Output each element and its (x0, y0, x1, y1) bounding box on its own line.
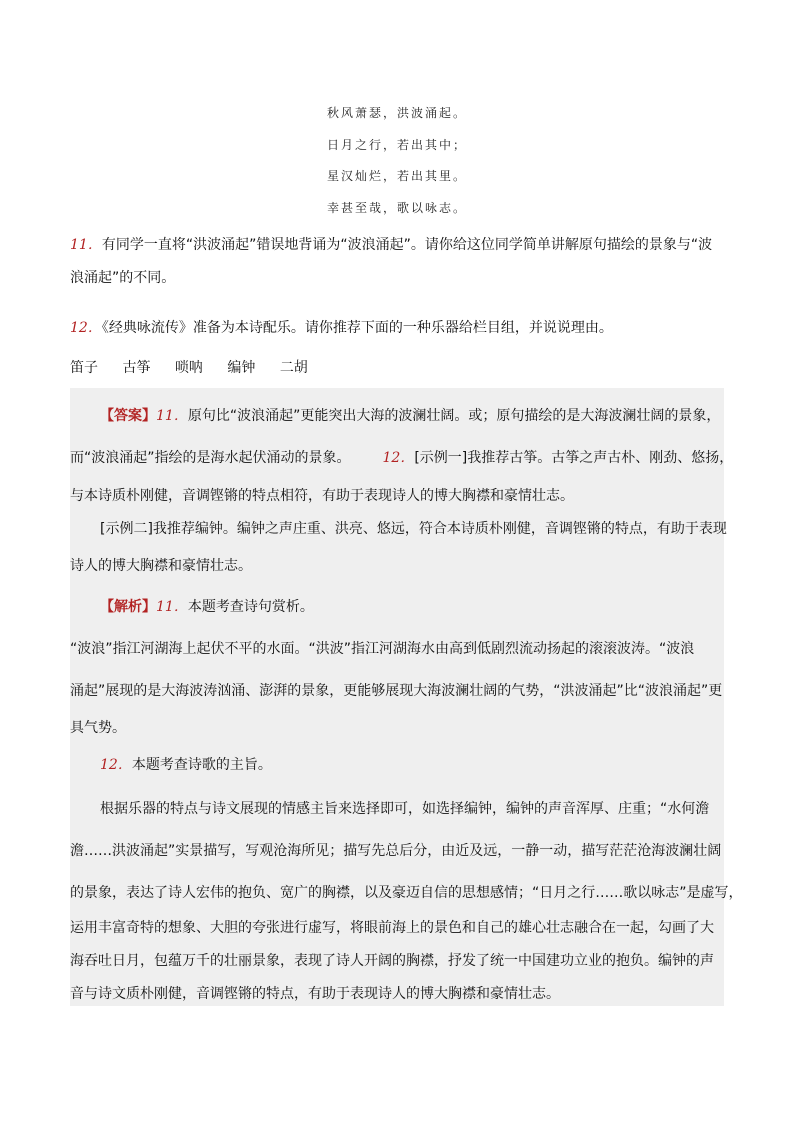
instrument-4: 编钟 (227, 360, 256, 376)
analysis-tag: 【解析】 (100, 599, 156, 615)
analysis-12-line-2: 澹……洪波涌起”实景描写，写观沧海所见；描写先总后分，由近及远，一静一动，描写茫茫沧海波澜壮阔 (70, 843, 722, 859)
instrument-3: 唢呐 (174, 360, 203, 376)
question-11 (70, 229, 730, 295)
instrument-5: 二胡 (279, 360, 308, 376)
analysis-12-heading: 本题考查诗歌的主旨。 (131, 757, 272, 773)
analysis-11-heading: 本题考查诗句赏析。 (187, 599, 314, 615)
answer-11-text-cont: 而“波浪涌起”指绘的是海水起伏涌动的景象。 (70, 450, 351, 466)
instrument-2: 古筝 (122, 360, 151, 376)
analysis-12-header (100, 754, 760, 774)
instrument-1: 笛子 (70, 360, 98, 376)
analysis-11-number: 11． (156, 599, 188, 615)
instrument-list (70, 357, 322, 377)
analysis-11-line-1: “波浪”指江河湖海上起伏不平的水面。“洪波”指江河湖海水由高到低剧烈流动扬起的滚滚波涛。“波浪 (70, 641, 695, 657)
question-12 (70, 312, 730, 345)
analysis-12-line-1: 根据乐器的特点与诗文展现的情感主旨来选择即可，如选择编钟，编钟的声音浑厚、庄重；“水何澹 (100, 801, 710, 817)
question-11-number: 11． (70, 237, 102, 253)
analysis-11-line-2: 涌起”展现的是大海波涛汹涌、澎湃的景象，更能够展现大海波澜壮阔的气势，“洪波涌起”比“波浪涌起”更 (70, 683, 723, 699)
question-12-text: 《经典咏流传》准备为本诗配乐。请你推荐下面的一种乐器给栏目组，并说说理由。 (101, 320, 613, 336)
answer-line-1 (100, 405, 760, 425)
answer-tag: 【答案】 (100, 408, 156, 424)
answer-12-number: 12． (382, 450, 415, 466)
analysis-12-line-3: 的景象，表达了诗人宏伟的抱负、宽广的胸襟，以及豪迈自信的思想感情；“日月之行……歌以咏志”是虚写， (70, 885, 743, 901)
question-11-text-1: 有同学一直将“洪波涌起”错误地背诵为“波浪涌起”。请你给这位同学简单讲解原句描绘的景象与“波 (101, 237, 713, 253)
analysis-12-line-6: 音与诗文质朴刚健，音调铿锵的特点，有助于表现诗人的博大胸襟和豪情壮志。 (70, 986, 560, 1002)
analysis-11-line-3: 具气势。 (70, 720, 126, 736)
answer-line-4: [示例二]我推荐编钟。编钟之声庄重、洪亮、悠远，符合本诗质朴刚健，音调铿锵的特点，有助于表现 (100, 521, 727, 537)
answer-11-number: 11． (156, 408, 188, 424)
poem-line-4: 幸甚至哉，歌以咏志。 (326, 201, 467, 215)
analysis-header (100, 596, 760, 616)
poem-line-2: 日月之行，若出其中； (326, 138, 467, 152)
answer-11-text: 原句比“波浪涌起”更能突出大海的波澜壮阔。或；原句描绘的是大海波澜壮阔的景象， (187, 408, 721, 424)
answer-line-5: 诗人的博大胸襟和豪情壮志。 (70, 558, 252, 574)
poem-line-1: 秋风萧瑟，洪波涌起。 (326, 106, 467, 120)
answer-12-example-1: [示例一]我推荐古筝。古筝之声古朴、刚劲、悠扬， (414, 450, 734, 466)
analysis-12-line-5: 海吞吐日月，包蕴万千的壮丽景象，表现了诗人开阔的胸襟，抒发了统一中国建功立业的抱负。编钟的声 (70, 953, 714, 969)
question-11-text-2: 浪涌起”的不同。 (70, 270, 176, 286)
question-12-number: 12． (70, 320, 102, 336)
answer-line-3: 与本诗质朴刚健，音调铿锵的特点相符，有助于表现诗人的博大胸襟和豪情壮志。 (70, 488, 574, 504)
answer-line-2 (70, 447, 734, 467)
analysis-12-number: 12． (100, 757, 132, 773)
analysis-12-line-4: 运用丰富奇特的想象、大胆的夸张进行虚写，将眼前海上的景色和自己的雄心壮志融合在一起，勾画了大 (70, 920, 714, 936)
poem-line-3: 星汉灿烂，若出其里。 (326, 169, 467, 183)
